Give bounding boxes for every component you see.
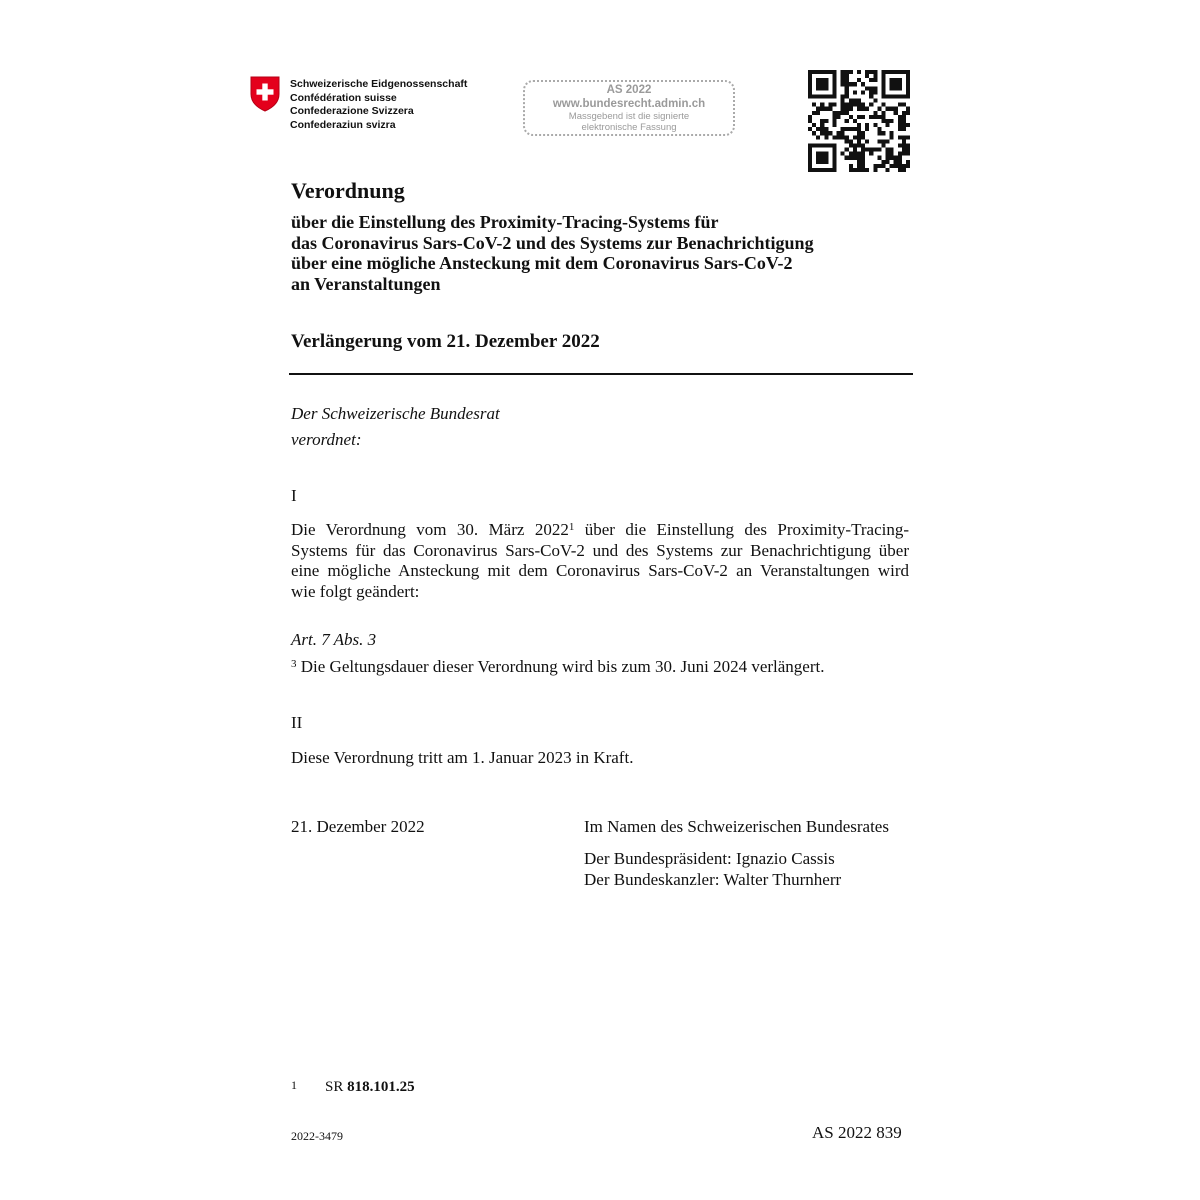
paragraph-line: wie folgt geändert: <box>291 581 420 601</box>
document-number: 2022-3479 <box>291 1129 343 1143</box>
section-heading-ii: II <box>291 713 303 732</box>
chancellor-signatory: Der Bundeskanzler: Walter Thurnherr <box>584 870 842 889</box>
agency-name <box>290 78 467 132</box>
amendment-paragraph <box>291 520 909 602</box>
footnote-prefix: SR <box>325 1079 344 1095</box>
clause-mark: 3 <box>291 658 297 670</box>
stamp-url[interactable]: www.bundesrecht.admin.ch <box>552 98 706 110</box>
signing-date: 21. Dezember 2022 <box>291 817 425 836</box>
paragraph-line-start: Die Verordnung vom 30. März 2022 <box>291 520 569 539</box>
on-behalf-of: Im Namen des Schweizerischen Bundesrates <box>584 817 889 836</box>
agency-line-it: Confederazione Svizzera <box>290 105 414 117</box>
footnote-number: 1 <box>291 1078 297 1092</box>
article-reference: Art. 7 Abs. 3 <box>291 630 377 649</box>
issuer: Der Schweizerische Bundesrat <box>291 404 500 423</box>
footnote-sr-number[interactable]: 818.101.25 <box>347 1079 415 1095</box>
divider-rule <box>289 373 913 375</box>
qr-code-icon <box>808 70 910 172</box>
agency-line-de: Schweizerische Eidgenossenschaft <box>290 78 468 90</box>
footnote-mark[interactable]: 1 <box>568 521 575 533</box>
clause-text: Die Geltungsdauer dieser Verordnung wird bis zum 30. Juni 2024 verlängert. <box>300 657 825 676</box>
subtitle-line: an Veranstaltungen <box>291 273 441 294</box>
entry-into-force: Diese Verordnung tritt am 1. Januar 2023 in Kraft. <box>291 748 634 767</box>
agency-line-rm: Confederaziun svizra <box>290 118 396 131</box>
extension-heading: Verlängerung vom 21. Dezember 2022 <box>291 331 600 352</box>
stamp-line-4: elektronische Fassung <box>581 122 677 133</box>
stamp-line-3: Massgebend ist die signierte <box>568 111 690 122</box>
official-compilation-reference: AS 2022 839 <box>812 1123 902 1142</box>
publication-stamp <box>523 80 735 136</box>
footnote-text <box>325 1079 415 1096</box>
agency-line-fr: Confédération suisse <box>290 91 397 104</box>
swiss-cross-shield-icon <box>250 76 280 112</box>
subtitle-line: über eine mögliche Ansteckung mit dem Coronavirus Sars-CoV-2 <box>291 253 793 273</box>
enacting-verb: verordnet: <box>291 430 362 449</box>
subtitle-line: das Coronavirus Sars-CoV-2 und des Systems zur Benachrichtigung <box>291 232 814 253</box>
document-title: Verordnung <box>291 178 405 203</box>
paragraph-line: eine mögliche Ansteckung mit dem Coronavirus Sars-CoV-2 an Veranstaltungen wird <box>291 561 909 580</box>
clause <box>291 657 825 678</box>
subtitle-line: über die Einstellung des Proximity-Tracing-Systems für <box>291 212 719 232</box>
paragraph-line <box>291 520 909 541</box>
stamp-line-1: AS 2022 <box>606 84 652 96</box>
document-subtitle <box>291 212 814 294</box>
section-heading-i: I <box>291 486 297 505</box>
paragraph-line: Systems für das Coronavirus Sars-CoV-2 und des Systems zur Benachrichtigung über <box>291 540 909 560</box>
president-signatory: Der Bundespräsident: Ignazio Cassis <box>584 849 835 868</box>
paragraph-line-end: über die Einstellung des Proximity-Tracing- <box>584 520 910 539</box>
